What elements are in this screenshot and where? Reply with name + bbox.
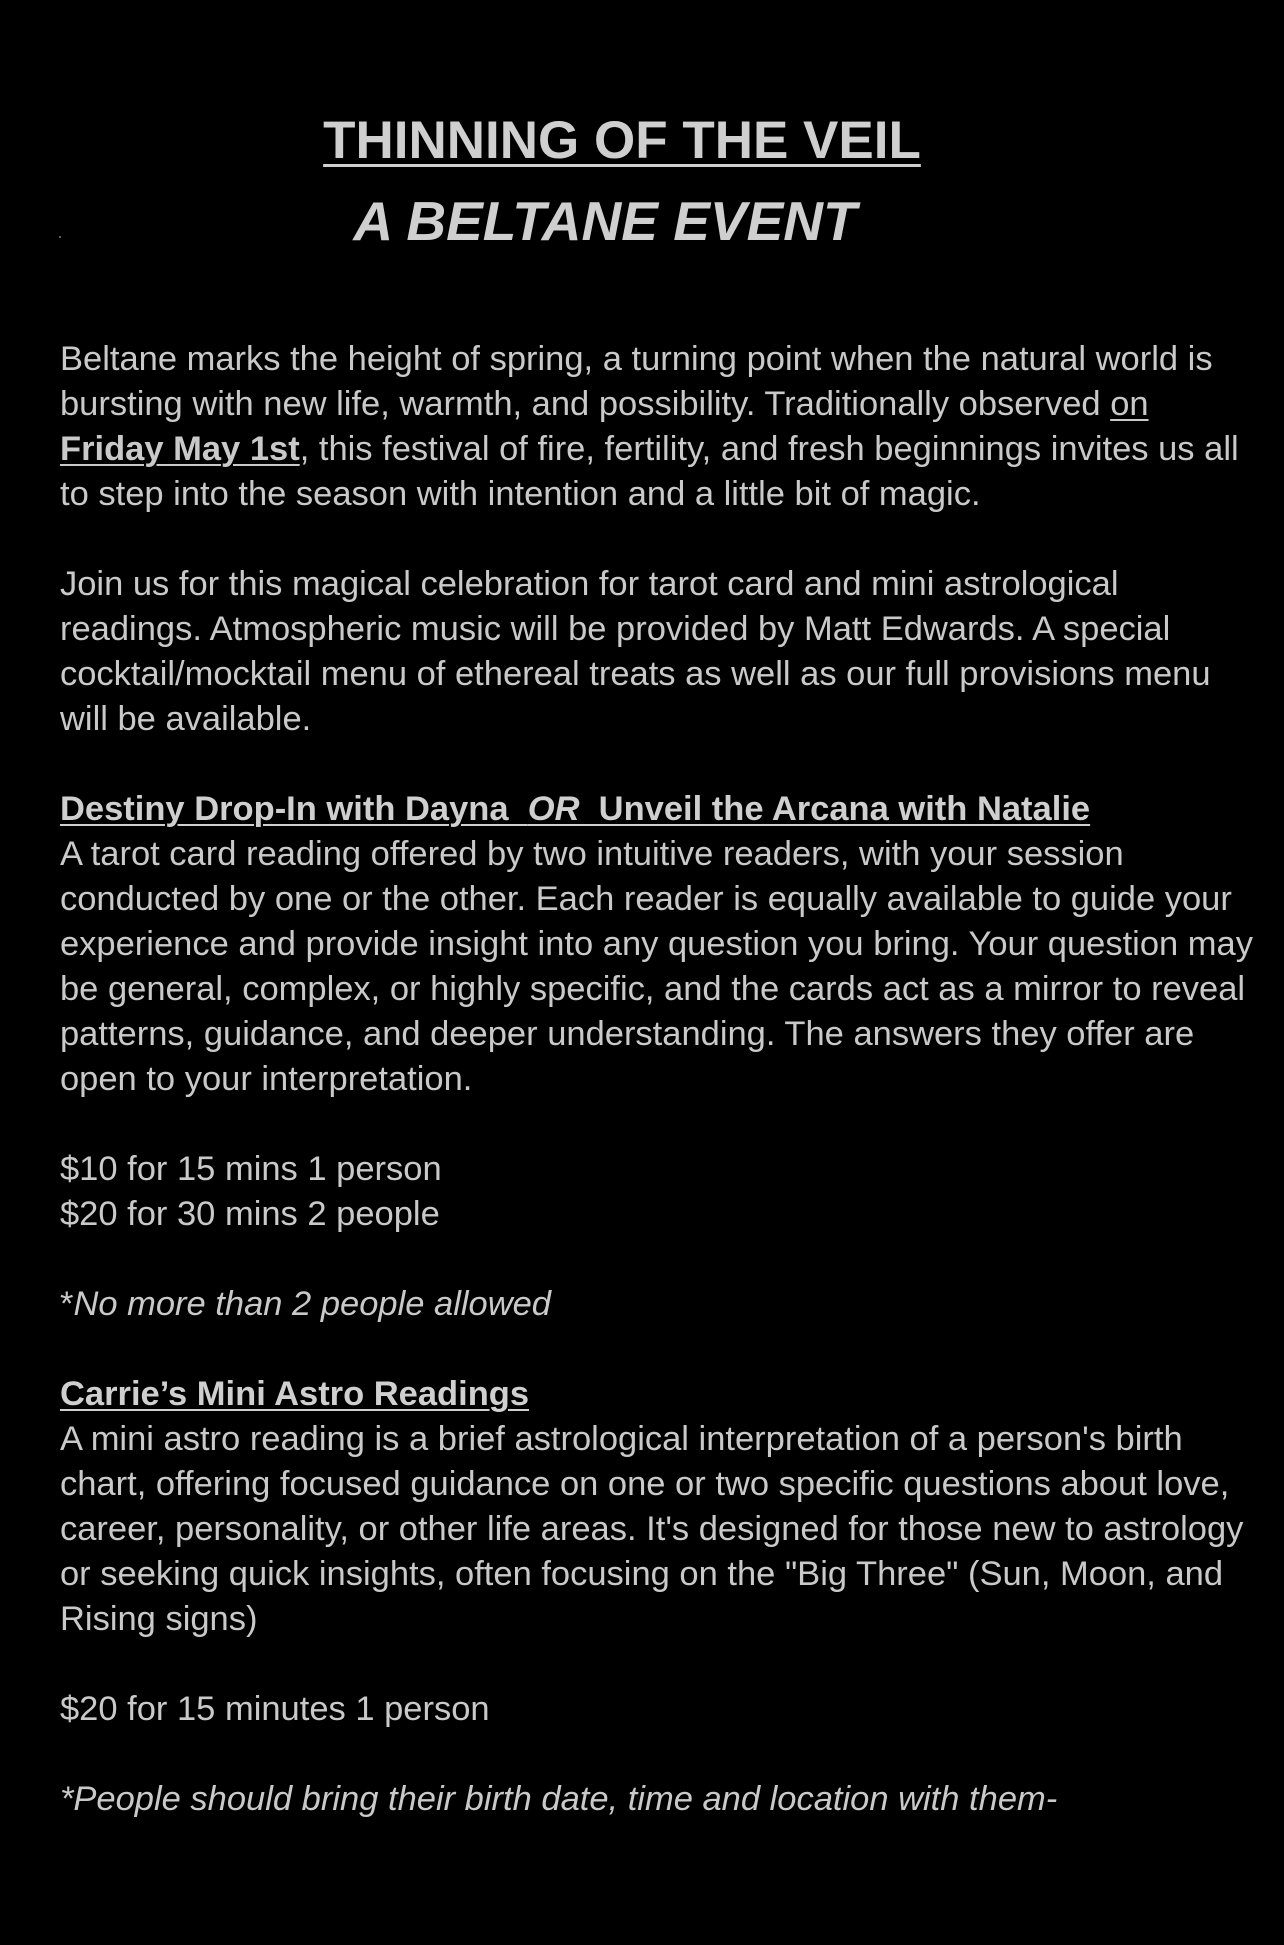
tarot-heading-dayna: Destiny Drop-In with Dayna [60, 790, 528, 828]
astro-price: $20 for 15 minutes 1 person [60, 1690, 490, 1728]
event-subtitle: A BELTANE EVENT [353, 190, 857, 252]
intro-paragraph [60, 337, 1260, 517]
event-title: THINNING OF THE VEIL [323, 111, 921, 170]
tarot-heading [60, 787, 1260, 832]
tarot-note-text: No more than 2 people allowed [73, 1285, 551, 1323]
tarot-heading-natalie: Unveil the Arcana with Natalie [579, 790, 1091, 828]
stray-dot [59, 236, 61, 238]
intro-text: Beltane marks the height of spring, a turning point when the natural world is bursting with new life, warmth, and possibility. Traditionally observed [60, 340, 1213, 423]
tarot-note [60, 1282, 1260, 1327]
date-on: on [1110, 385, 1149, 423]
intro-text-continued: , this festival of fire, fertility, and fresh beginnings invites us all to step into the season with intention and a little bit of magic. [60, 430, 1239, 513]
event-description [60, 337, 1260, 1822]
tarot-price-2: $20 for 30 mins 2 people [60, 1195, 440, 1233]
tarot-description: A tarot card reading offered by two intuitive readers, with your session conducted by one or the other. Each reader is equally available to guide your experience and provide insight into any question you bring. Your question may be general, complex, or highly specific, and the cards act as a mirror to reveal patterns, guidance, and deeper understanding. The answers they offer are open to your interpretation. [60, 835, 1253, 1098]
tarot-heading-or: OR [527, 790, 580, 828]
tarot-note-star: * [60, 1285, 74, 1323]
astro-note: *People should bring their birth date, time and location with them- [60, 1780, 1058, 1818]
astro-description: A mini astro reading is a brief astrological interpretation of a person's birth chart, offering focused guidance on one or two specific questions about love, career, personality, or other life areas. It's designed for those new to astrology or seeking quick insights, often focusing on the "Big Three" (Sun, Moon, and Rising signs) [60, 1420, 1244, 1638]
astro-heading: Carrie’s Mini Astro Readings [60, 1375, 530, 1413]
tarot-price-1: $10 for 15 mins 1 person [60, 1150, 442, 1188]
join-paragraph: Join us for this magical celebration for tarot card and mini astrological readings. Atmospheric music will be provided by Matt Edwards. A special cocktail/mocktail menu of ethereal treats as well as our full provisions menu will be available. [60, 565, 1211, 738]
event-date: Friday May 1st [60, 430, 300, 468]
